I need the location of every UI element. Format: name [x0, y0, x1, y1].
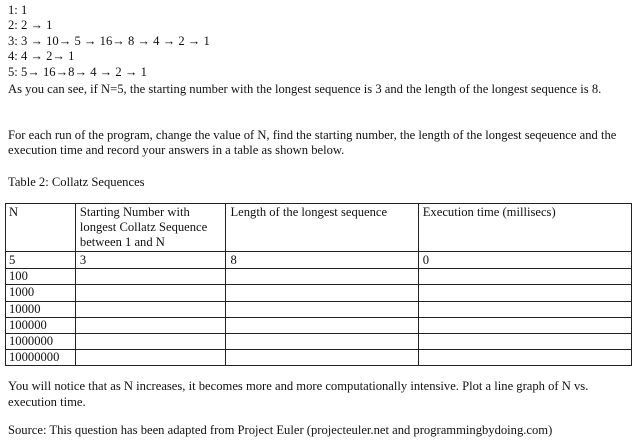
cell-longest-length: [226, 334, 418, 350]
cell-starting-number: 3: [75, 252, 226, 269]
cell-longest-length: [226, 301, 418, 317]
cell-execution-time: [418, 301, 631, 317]
source-note: Source: This question has been adapted from Project Euler (projecteuler.net and programmingbydoing.com): [8, 423, 553, 437]
header-execution-time: Execution time (millisecs): [418, 204, 631, 252]
cell-starting-number: [75, 334, 226, 350]
cell-starting-number: [75, 350, 226, 366]
cell-execution-time: [418, 317, 631, 333]
sequence-line-2: 2: 2 → 1: [8, 18, 53, 33]
cell-n: 100: [6, 269, 76, 285]
table-row: [6, 269, 632, 285]
cell-execution-time: [418, 269, 631, 285]
cell-starting-number: [75, 269, 226, 285]
header-longest-length: Length of the longest sequence: [226, 204, 418, 252]
table-row: [6, 285, 632, 301]
sequence-line-5: 5: 5→ 16→8→ 4 → 2 → 1: [8, 64, 147, 79]
cell-longest-length: [226, 285, 418, 301]
closing-paragraph: You will notice that as N increases, it becomes more and more computationally intensive. Plot a line graph of N vs. execution time.: [8, 379, 589, 410]
cell-longest-length: [226, 317, 418, 333]
sequence-line-1: 1: 1: [8, 3, 28, 17]
collatz-results-table: [5, 203, 632, 366]
header-n: N: [6, 204, 76, 252]
collatz-sequence-list: [8, 3, 210, 80]
instructions-paragraph: For each run of the program, change the value of N, find the starting number, the length of the longest seqeuence and the execution time and record your answers in a table as shown below.: [8, 128, 617, 158]
cell-execution-time: [418, 334, 631, 350]
header-starting-number: Starting Number with longest Collatz Sequence between 1 and N: [75, 204, 226, 252]
cell-longest-length: [226, 269, 418, 285]
table-row: [6, 334, 632, 350]
explanation-paragraph: As you can see, if N=5, the starting number with the longest sequence is 3 and the length of the longest sequence is 8.: [8, 82, 602, 96]
cell-longest-length: [226, 350, 418, 366]
sequence-line-3: 3: 3 → 10→ 5 → 16→ 8 → 4 → 2 → 1: [8, 33, 210, 48]
cell-n: 5: [6, 252, 76, 269]
table-caption: Table 2: Collatz Sequences: [8, 175, 145, 189]
cell-n: 100000: [6, 317, 76, 333]
table-row: [6, 252, 632, 269]
cell-execution-time: 0: [418, 252, 631, 269]
cell-execution-time: [418, 350, 631, 366]
cell-n: 10000: [6, 301, 76, 317]
cell-n: 1000: [6, 285, 76, 301]
cell-n: 10000000: [6, 350, 76, 366]
cell-starting-number: [75, 301, 226, 317]
table-header-row: [6, 204, 632, 252]
cell-starting-number: [75, 317, 226, 333]
cell-n: 1000000: [6, 334, 76, 350]
cell-starting-number: [75, 285, 226, 301]
table-row: [6, 301, 632, 317]
cell-longest-length: 8: [226, 252, 418, 269]
sequence-line-4: 4: 4 → 2→ 1: [8, 49, 75, 64]
cell-execution-time: [418, 285, 631, 301]
table-row: [6, 317, 632, 333]
table-row: [6, 350, 632, 366]
